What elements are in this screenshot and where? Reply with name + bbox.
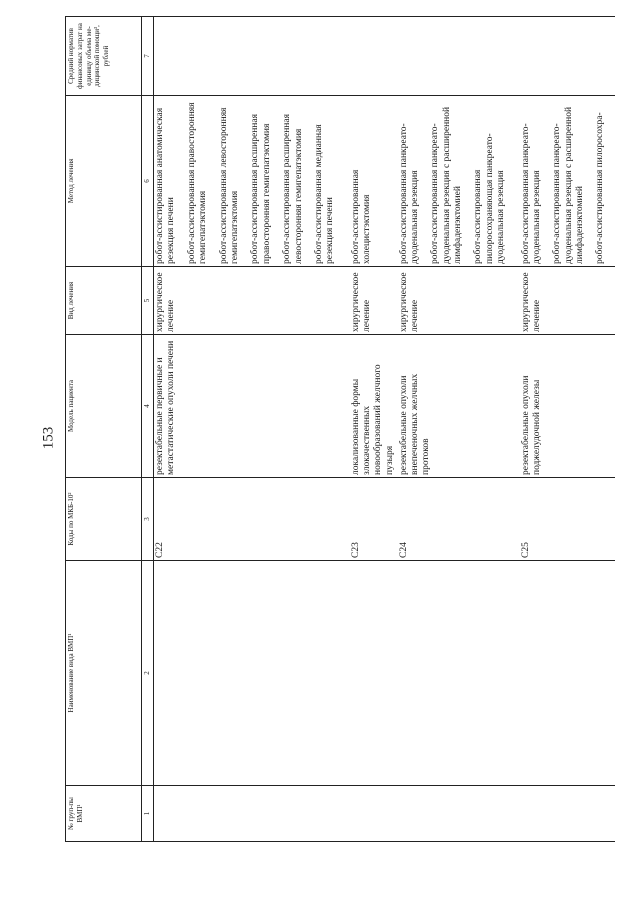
method-item: робот-ассистированная левосторонняя гемигепатэктомия (218, 107, 240, 264)
method-item: робот-ассистированная пилоросохра- (595, 112, 606, 264)
column-number: 4 (142, 335, 154, 478)
vmp-table (65, 16, 615, 842)
cost-norm-cell (520, 17, 615, 96)
column-number: 7 (142, 17, 154, 96)
treatment-method-cell (154, 96, 350, 267)
table-row (520, 17, 615, 842)
group-number-cell (350, 786, 398, 842)
column-number: 1 (142, 786, 154, 842)
table-row (154, 17, 350, 842)
icd-code-cell: C25 (520, 478, 615, 561)
method-item: робот-ассистированная панкреато-дуоденальная резекция с расширенной лимфаденэктомией (430, 106, 464, 264)
method-item: робот-ассистированная анатомическая резекция печени (155, 107, 177, 264)
column-number: 5 (142, 267, 154, 335)
treatment-type-cell: хирургическое лечение (350, 267, 398, 335)
header-patient-model: Модель пациента (66, 335, 142, 478)
vmp-name-cell (520, 561, 615, 786)
treatment-type-cell: хирургическое лечение (154, 267, 350, 335)
table-row (398, 17, 520, 842)
group-number-cell (154, 786, 350, 842)
patient-model-cell: резектабельные опухоли внепеченочных желчных протоков (398, 335, 520, 478)
icd-code-cell: C24 (398, 478, 520, 561)
method-item: робот-ассистированная пилоросохраняющая панкреато-дуоденальная резекция (473, 133, 507, 264)
header-vmp-name: Наименование вида ВМП¹ (66, 561, 142, 786)
vmp-name-cell (350, 561, 398, 786)
header-treatment-method: Метод лечения (66, 96, 142, 267)
icd-code-cell: C22 (154, 478, 350, 561)
table-header-row (66, 17, 142, 842)
treatment-method-cell (398, 96, 520, 267)
treatment-method-cell (350, 96, 398, 267)
column-number-row (142, 17, 154, 842)
method-item: робот-ассистированная медианная резекция печени (313, 124, 336, 264)
cost-norm-cell (154, 17, 350, 96)
method-item: робот-ассистированная расширенная левосторонняя гемигепатэктомия (282, 114, 304, 264)
method-item: робот-ассистированная панкреато-дуоденальная резекция (398, 123, 420, 264)
patient-model-cell: резектабельные опухоли поджелудочной железы (520, 335, 615, 478)
treatment-type-cell: хирургическое лечение (398, 267, 520, 335)
patient-model-cell: резектабельные первичные и метастатические опухоли печени (154, 335, 350, 478)
method-item: робот-ассистированная правосторонняя гемигепатэктомия (186, 102, 209, 264)
method-item: робот-ассистированная панкреато-дуоденальная резекция (520, 123, 542, 264)
patient-model-cell: локализованные формы злокачественных новообразований желчного пузыря (350, 335, 398, 478)
method-item: робот-ассистированная панкреато-дуоденальная резекция с расширенной лимфаденэктомией (552, 106, 586, 264)
icd-code-cell: C23 (350, 478, 398, 561)
header-icd-codes: Коды по МКБ-10² (66, 478, 142, 561)
page-number: 153 (40, 426, 57, 450)
treatment-type-cell: хирургическое лечение (520, 267, 615, 335)
group-number-cell (398, 786, 520, 842)
cost-norm-cell (398, 17, 520, 96)
vmp-name-cell (154, 561, 350, 786)
header-group-number: № груп-пы ВМП¹ (66, 786, 142, 842)
column-number: 2 (142, 561, 154, 786)
method-item: робот-ассистированная холецистэктомия (350, 169, 372, 264)
rotated-page-content (65, 17, 635, 842)
header-treatment-type: Вид лечения (66, 267, 142, 335)
method-item: робот-ассистированная расширенная правосторонняя гемигепатэктомия (250, 114, 272, 264)
header-cost-norm: Средний норматив финансовых затрат на единицу объема ме-дицинской помощи³, рублей (66, 17, 142, 96)
column-number: 3 (142, 478, 154, 561)
treatment-method-cell (520, 96, 615, 267)
vmp-name-cell (398, 561, 520, 786)
group-number-cell (520, 786, 615, 842)
table-row (350, 17, 398, 842)
column-number: 6 (142, 96, 154, 267)
cost-norm-cell (350, 17, 398, 96)
